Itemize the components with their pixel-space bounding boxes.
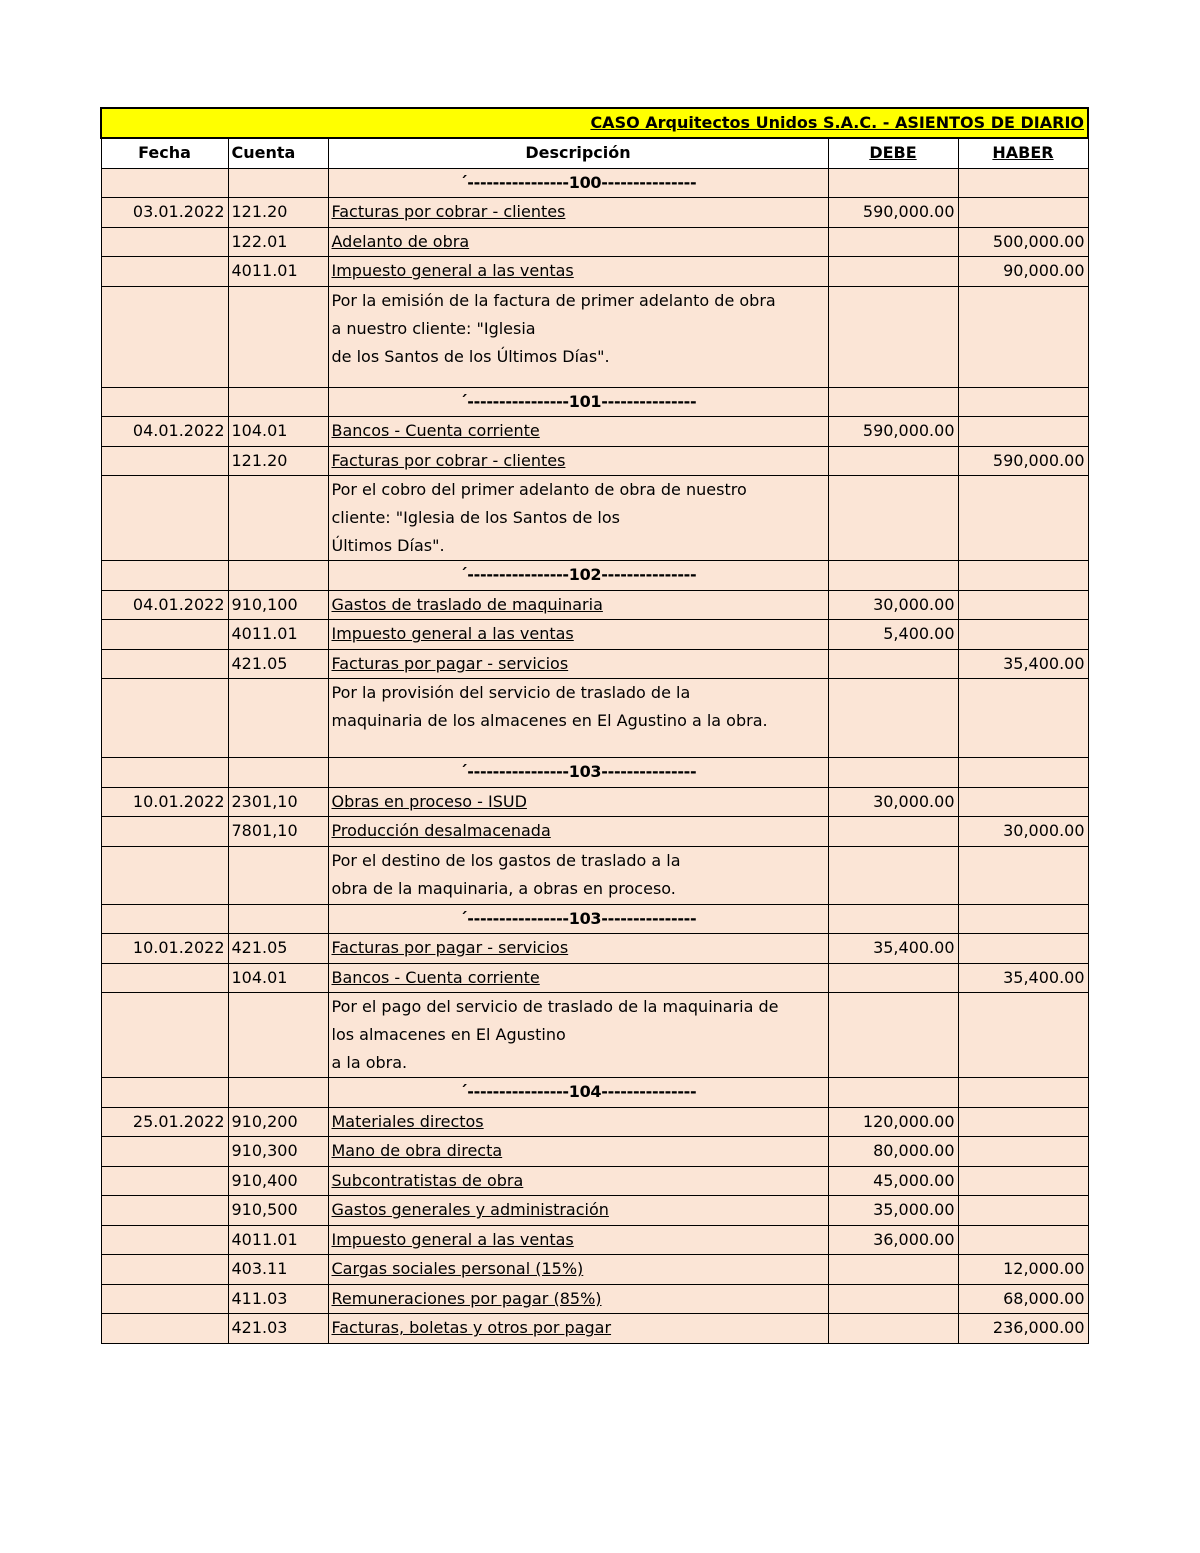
- note-line: de los Santos de los Últimos Días".: [331, 346, 610, 366]
- table-row: [101, 817, 1088, 847]
- account-code: 4011.01: [228, 620, 328, 650]
- note-line: a nuestro cliente: "Iglesia: [331, 318, 536, 338]
- account-description: Gastos de traslado de maquinaria: [328, 590, 828, 620]
- table-row: [101, 963, 1088, 993]
- debit-amount: 30,000.00: [828, 590, 958, 620]
- note-row: [101, 286, 1088, 387]
- note-line: Últimos Días".: [331, 536, 445, 555]
- debit-amount: 590,000.00: [828, 417, 958, 447]
- account-code: 403.11: [228, 1255, 328, 1285]
- table-row: [101, 649, 1088, 679]
- debit-amount: 45,000.00: [828, 1166, 958, 1196]
- debit-amount: [828, 649, 958, 679]
- note-row: [101, 993, 1088, 1078]
- table-row: [101, 198, 1088, 228]
- table-row: [101, 1314, 1088, 1344]
- debit-amount: 80,000.00: [828, 1137, 958, 1167]
- entry-note: [328, 679, 828, 758]
- credit-amount: [958, 1225, 1088, 1255]
- account-code: 4011.01: [228, 1225, 328, 1255]
- credit-amount: 236,000.00: [958, 1314, 1088, 1344]
- entry-number: ´----------------103---------------: [328, 758, 828, 788]
- table-row: [101, 257, 1088, 287]
- debit-amount: 590,000.00: [828, 198, 958, 228]
- debit-amount: 35,000.00: [828, 1196, 958, 1226]
- debit-amount: 5,400.00: [828, 620, 958, 650]
- table-row: [101, 620, 1088, 650]
- entry-date: 04.01.2022: [101, 590, 228, 620]
- credit-amount: [958, 1196, 1088, 1226]
- entry-note: [328, 286, 828, 387]
- account-code: 104.01: [228, 417, 328, 447]
- account-code: 910,500: [228, 1196, 328, 1226]
- account-code: 121.20: [228, 198, 328, 228]
- entry-note: [328, 476, 828, 561]
- credit-amount: 12,000.00: [958, 1255, 1088, 1285]
- debit-amount: 35,400.00: [828, 934, 958, 964]
- debit-amount: 36,000.00: [828, 1225, 958, 1255]
- account-description: Materiales directos: [328, 1107, 828, 1137]
- col-cuenta: Cuenta: [228, 138, 328, 168]
- note-row: [101, 846, 1088, 904]
- note-line: los almacenes en El Agustino: [331, 1025, 566, 1044]
- separator-row: [101, 168, 1088, 198]
- credit-amount: [958, 1166, 1088, 1196]
- debit-amount: 30,000.00: [828, 787, 958, 817]
- credit-amount: 500,000.00: [958, 227, 1088, 257]
- account-description: Adelanto de obra: [328, 227, 828, 257]
- entry-number: ´----------------101---------------: [328, 387, 828, 417]
- account-description: Impuesto general a las ventas: [328, 620, 828, 650]
- account-description: Obras en proceso - ISUD: [328, 787, 828, 817]
- account-description: Subcontratistas de obra: [328, 1166, 828, 1196]
- entry-note: [328, 846, 828, 904]
- credit-amount: [958, 1137, 1088, 1167]
- credit-amount: 35,400.00: [958, 649, 1088, 679]
- table-row: [101, 787, 1088, 817]
- account-description: Facturas por pagar - servicios: [328, 934, 828, 964]
- debit-amount: [828, 817, 958, 847]
- table-row: [101, 934, 1088, 964]
- separator-row: [101, 904, 1088, 934]
- separator-row: [101, 1078, 1088, 1108]
- account-code: 421.05: [228, 649, 328, 679]
- table-row: [101, 1196, 1088, 1226]
- entry-date: 03.01.2022: [101, 198, 228, 228]
- debit-amount: [828, 227, 958, 257]
- account-description: Producción desalmacenada: [328, 817, 828, 847]
- credit-amount: 30,000.00: [958, 817, 1088, 847]
- entry-date: 25.01.2022: [101, 1107, 228, 1137]
- account-code: 910,200: [228, 1107, 328, 1137]
- col-haber: HABER: [958, 138, 1088, 168]
- account-description: Facturas por pagar - servicios: [328, 649, 828, 679]
- credit-amount: 68,000.00: [958, 1284, 1088, 1314]
- note-line: Por el cobro del primer adelanto de obra de nuestro: [331, 480, 747, 499]
- account-description: Bancos - Cuenta corriente: [328, 417, 828, 447]
- credit-amount: [958, 1107, 1088, 1137]
- table-row: [101, 1225, 1088, 1255]
- note-line: Por la emisión de la factura de primer adelanto de obra: [331, 290, 776, 310]
- sheet-title: CASO Arquitectos Unidos S.A.C. - ASIENTOS DE DIARIO: [101, 108, 1088, 138]
- entry-number: ´----------------103---------------: [328, 904, 828, 934]
- account-description: Facturas por cobrar - clientes: [328, 446, 828, 476]
- account-code: 411.03: [228, 1284, 328, 1314]
- credit-amount: 35,400.00: [958, 963, 1088, 993]
- account-code: 910,400: [228, 1166, 328, 1196]
- entry-date: 10.01.2022: [101, 787, 228, 817]
- note-line: obra de la maquinaria, a obras en proceso.: [331, 878, 676, 898]
- journal-table: [100, 107, 1089, 1344]
- debit-amount: [828, 963, 958, 993]
- credit-amount: 590,000.00: [958, 446, 1088, 476]
- account-code: 122.01: [228, 227, 328, 257]
- note-row: [101, 679, 1088, 758]
- account-code: 121.20: [228, 446, 328, 476]
- col-fecha: Fecha: [101, 138, 228, 168]
- header-row: [101, 138, 1088, 168]
- table-row: [101, 1107, 1088, 1137]
- separator-row: [101, 561, 1088, 591]
- separator-row: [101, 758, 1088, 788]
- table-row: [101, 1166, 1088, 1196]
- credit-amount: [958, 590, 1088, 620]
- credit-amount: [958, 934, 1088, 964]
- account-code: 4011.01: [228, 257, 328, 287]
- account-code: 2301,10: [228, 787, 328, 817]
- credit-amount: [958, 417, 1088, 447]
- table-row: [101, 1284, 1088, 1314]
- debit-amount: [828, 446, 958, 476]
- entry-date: 10.01.2022: [101, 934, 228, 964]
- account-description: Bancos - Cuenta corriente: [328, 963, 828, 993]
- account-code: 421.05: [228, 934, 328, 964]
- table-row: [101, 227, 1088, 257]
- note-line: a la obra.: [331, 1053, 408, 1072]
- account-description: Gastos generales y administración: [328, 1196, 828, 1226]
- debit-amount: [828, 1284, 958, 1314]
- table-row: [101, 417, 1088, 447]
- account-description: Facturas, boletas y otros por pagar: [328, 1314, 828, 1344]
- note-line: Por el destino de los gastos de traslado a la: [331, 850, 681, 870]
- table-row: [101, 1137, 1088, 1167]
- debit-amount: [828, 1314, 958, 1344]
- entry-number: ´----------------100---------------: [328, 168, 828, 198]
- credit-amount: 90,000.00: [958, 257, 1088, 287]
- note-line: cliente: "Iglesia de los Santos de los: [331, 508, 620, 527]
- entry-note: [328, 993, 828, 1078]
- separator-row: [101, 387, 1088, 417]
- note-row: [101, 476, 1088, 561]
- col-debe: DEBE: [828, 138, 958, 168]
- account-code: 7801,10: [228, 817, 328, 847]
- debit-amount: [828, 257, 958, 287]
- account-code: 104.01: [228, 963, 328, 993]
- note-line: Por la provisión del servicio de traslado de la: [331, 683, 691, 702]
- account-code: 910,100: [228, 590, 328, 620]
- table-row: [101, 446, 1088, 476]
- account-description: Impuesto general a las ventas: [328, 257, 828, 287]
- col-descripcion: Descripción: [328, 138, 828, 168]
- entry-date: 04.01.2022: [101, 417, 228, 447]
- credit-amount: [958, 620, 1088, 650]
- note-line: Por el pago del servicio de traslado de la maquinaria de: [331, 997, 779, 1016]
- account-description: Mano de obra directa: [328, 1137, 828, 1167]
- account-description: Impuesto general a las ventas: [328, 1225, 828, 1255]
- account-code: 910,300: [228, 1137, 328, 1167]
- entry-number: ´----------------102---------------: [328, 561, 828, 591]
- debit-amount: 120,000.00: [828, 1107, 958, 1137]
- credit-amount: [958, 198, 1088, 228]
- account-description: Facturas por cobrar - clientes: [328, 198, 828, 228]
- entry-number: ´----------------104---------------: [328, 1078, 828, 1108]
- account-code: 421.03: [228, 1314, 328, 1344]
- table-row: [101, 590, 1088, 620]
- credit-amount: [958, 787, 1088, 817]
- table-row: [101, 1255, 1088, 1285]
- debit-amount: [828, 1255, 958, 1285]
- account-description: Cargas sociales personal (15%): [328, 1255, 828, 1285]
- note-line: maquinaria de los almacenes en El Agustino a la obra.: [331, 711, 768, 730]
- account-description: Remuneraciones por pagar (85%): [328, 1284, 828, 1314]
- title-row: [101, 108, 1088, 138]
